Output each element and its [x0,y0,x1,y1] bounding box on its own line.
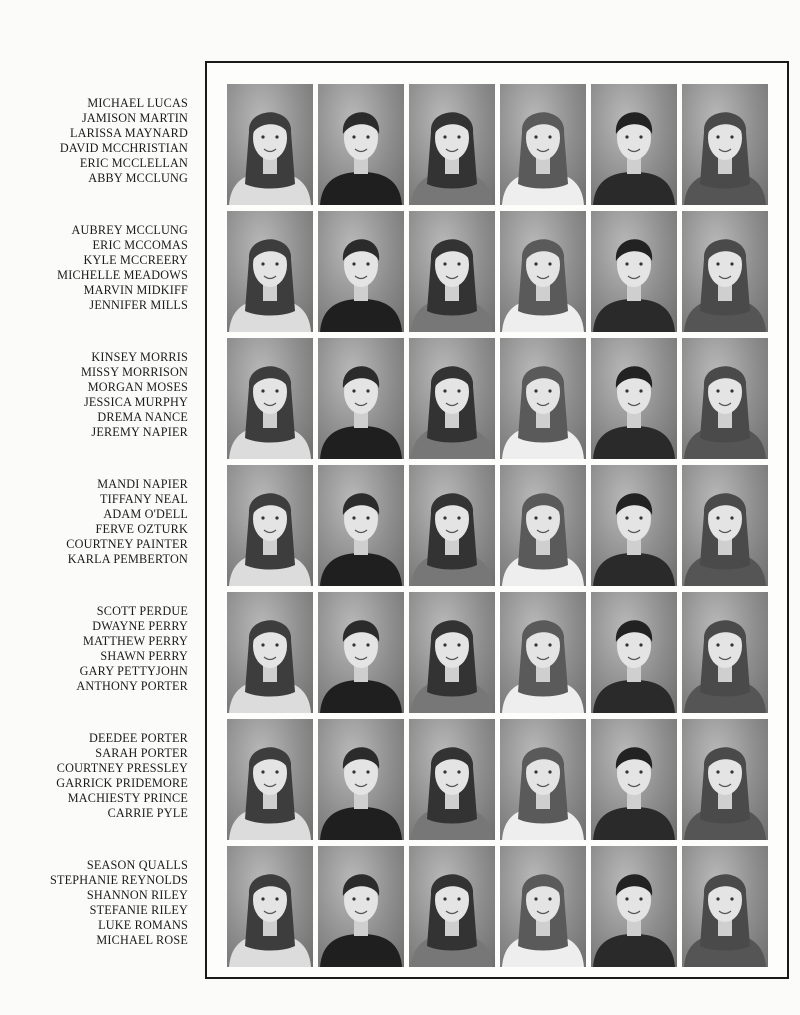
portrait-eye [457,770,460,773]
student-photo [500,719,586,840]
portrait-eye [366,389,369,392]
student-photo [227,211,313,332]
portrait-shirt [593,172,675,205]
portrait-figure [227,84,313,205]
student-photo [500,211,586,332]
portrait-eye [457,262,460,265]
name-group [20,350,188,441]
photo-grid-frame [205,61,789,979]
student-photo [682,719,768,840]
portrait-eye [443,389,446,392]
portrait-figure [682,592,768,713]
portrait-eye [275,516,278,519]
portrait-shirt [320,553,402,586]
portrait-eye [639,516,642,519]
portrait-figure [591,719,677,840]
portrait-shirt [320,680,402,713]
student-name: DAVID MCCHRISTIAN [59,141,188,156]
portrait-figure [409,592,495,713]
student-photo [318,338,404,459]
student-photo [409,592,495,713]
portrait-shirt [593,680,675,713]
student-photo [591,592,677,713]
portrait-eye [352,516,355,519]
student-name: COURTNEY PAINTER [66,537,188,552]
portrait-figure [409,211,495,332]
portrait-eye [716,643,719,646]
portrait-eye [639,897,642,900]
portrait-eye [625,770,628,773]
portrait-eye [261,389,264,392]
portrait-eye [534,770,537,773]
name-group [20,477,188,568]
portrait-eye [639,262,642,265]
portrait-eye [716,897,719,900]
student-name: ERIC MCCLELLAN [79,156,188,171]
portrait-eye [548,135,551,138]
student-photo [227,592,313,713]
student-name: GARRICK PRIDEMORE [56,776,188,791]
portrait-eye [366,262,369,265]
student-name: JESSICA MURPHY [83,395,188,410]
portrait-eye [261,516,264,519]
portrait-eye [716,770,719,773]
portrait-figure [591,211,677,332]
student-name: LUKE ROMANS [98,918,188,933]
student-photo [682,211,768,332]
student-photo [227,719,313,840]
student-name: SHAWN PERRY [100,649,188,664]
portrait-figure [318,211,404,332]
portrait-figure [500,846,586,967]
student-name: AUBREY MCCLUNG [71,223,188,237]
portrait-figure [500,338,586,459]
portrait-eye [730,643,733,646]
name-group [20,604,188,695]
name-group [20,731,188,822]
student-name: GARY PETTYJOHN [79,664,188,679]
portrait-figure [591,338,677,459]
portrait-figure [682,211,768,332]
student-name: CARRIE PYLE [107,806,188,821]
portrait-eye [716,389,719,392]
portrait-eye [639,389,642,392]
student-photo [227,465,313,586]
portrait-eye [275,135,278,138]
student-name: LARISSA MAYNARD [69,126,188,141]
student-name: SARAH PORTER [95,746,188,761]
portrait-eye [261,135,264,138]
student-name: STEFANIE RILEY [89,903,188,918]
portrait-shirt [320,934,402,967]
portrait-shirt [593,426,675,459]
portrait-figure [318,465,404,586]
student-photo [318,465,404,586]
student-name: SEASON QUALLS [86,858,188,872]
portrait-figure [318,719,404,840]
portrait-eye [730,897,733,900]
portrait-eye [730,770,733,773]
student-name: SCOTT PERDUE [96,604,188,618]
student-name: JEREMY NAPIER [91,425,188,440]
portrait-figure [409,465,495,586]
name-group [20,858,188,949]
portrait-eye [275,643,278,646]
student-name: MANDI NAPIER [97,477,188,491]
portrait-eye [275,770,278,773]
portrait-eye [366,897,369,900]
student-photo [409,84,495,205]
portrait-shirt [593,299,675,332]
portrait-eye [352,262,355,265]
student-name: ABBY MCCLUNG [88,171,188,186]
portrait-shirt [320,299,402,332]
portrait-eye [534,262,537,265]
student-photo [318,592,404,713]
portrait-eye [352,643,355,646]
student-photo [227,846,313,967]
portrait-figure [318,592,404,713]
student-name: ANTHONY PORTER [76,679,188,694]
portrait-figure [318,846,404,967]
portrait-figure [318,84,404,205]
student-photo [409,719,495,840]
portrait-figure [227,211,313,332]
portrait-eye [639,135,642,138]
portrait-eye [625,643,628,646]
portrait-eye [261,897,264,900]
portrait-eye [548,262,551,265]
student-photo [227,84,313,205]
student-photo [591,719,677,840]
portrait-eye [639,770,642,773]
portrait-eye [352,897,355,900]
portrait-eye [352,135,355,138]
portrait-shirt [593,934,675,967]
student-photo [318,846,404,967]
student-photo [591,846,677,967]
student-photo [409,846,495,967]
student-name: KINSEY MORRIS [91,350,188,364]
portrait-eye [366,135,369,138]
student-name: KYLE MCCREERY [83,253,188,268]
portrait-eye [716,262,719,265]
portrait-eye [275,897,278,900]
portrait-shirt [320,172,402,205]
student-photo [682,465,768,586]
student-name: ADAM O'DELL [103,507,188,522]
portrait-eye [625,516,628,519]
portrait-figure [409,719,495,840]
portrait-eye [352,770,355,773]
portrait-figure [227,338,313,459]
portrait-eye [548,770,551,773]
portrait-eye [457,516,460,519]
portrait-eye [457,135,460,138]
portrait-figure [500,592,586,713]
portrait-figure [409,338,495,459]
student-name: MARVIN MIDKIFF [83,283,188,298]
student-photo [682,84,768,205]
student-name: SHANNON RILEY [86,888,188,903]
portrait-figure [682,465,768,586]
portrait-eye [352,389,355,392]
student-name: DREMA NANCE [97,410,188,425]
student-name: MORGAN MOSES [87,380,188,395]
portrait-figure [682,338,768,459]
portrait-figure [591,465,677,586]
portrait-eye [443,770,446,773]
portrait-eye [275,389,278,392]
portrait-eye [443,643,446,646]
portrait-figure [227,592,313,713]
student-name: COURTNEY PRESSLEY [56,761,188,776]
portrait-eye [261,643,264,646]
student-photo [409,211,495,332]
student-name: TIFFANY NEAL [99,492,188,507]
portrait-eye [548,516,551,519]
student-name: ERIC MCCOMAS [92,238,188,253]
student-name: MICHELLE MEADOWS [57,268,188,283]
portrait-shirt [593,807,675,840]
student-photo [591,84,677,205]
portrait-eye [548,389,551,392]
student-name: MATTHEW PERRY [83,634,188,649]
student-name: MICHAEL ROSE [96,933,188,948]
portrait-eye [730,389,733,392]
student-photo [500,465,586,586]
portrait-shirt [593,553,675,586]
portrait-eye [275,262,278,265]
student-name: DWAYNE PERRY [92,619,188,634]
student-photo [227,338,313,459]
portrait-eye [639,643,642,646]
portrait-eye [534,643,537,646]
portrait-eye [548,643,551,646]
portrait-figure [682,84,768,205]
student-photo [682,846,768,967]
portrait-eye [261,770,264,773]
portrait-figure [227,719,313,840]
portrait-figure [591,84,677,205]
student-name: DEEDEE PORTER [88,731,188,745]
portrait-eye [261,262,264,265]
portrait-eye [443,262,446,265]
student-name: KARLA PEMBERTON [67,552,188,567]
portrait-eye [730,516,733,519]
portrait-figure [591,592,677,713]
portrait-figure [500,719,586,840]
student-photo [500,592,586,713]
portrait-eye [366,643,369,646]
student-photo [591,465,677,586]
student-name: STEPHANIE REYNOLDS [49,873,188,888]
portrait-eye [625,135,628,138]
student-photo [318,84,404,205]
portrait-eye [457,643,460,646]
student-name: MACHIESTY PRINCE [67,791,188,806]
portrait-shirt [320,426,402,459]
portrait-eye [366,516,369,519]
student-name: FERVE OZTURK [95,522,188,537]
portrait-eye [625,389,628,392]
portrait-eye [730,262,733,265]
portrait-figure [682,846,768,967]
student-photo [409,465,495,586]
portrait-shirt [320,807,402,840]
portrait-eye [443,135,446,138]
student-photo [591,338,677,459]
portrait-figure [500,84,586,205]
student-photo [500,338,586,459]
portrait-figure [591,846,677,967]
student-photo [682,592,768,713]
portrait-eye [534,897,537,900]
portrait-figure [227,846,313,967]
portrait-eye [443,516,446,519]
portrait-figure [409,846,495,967]
student-name: JENNIFER MILLS [89,298,188,313]
portrait-figure [227,465,313,586]
portrait-eye [443,897,446,900]
student-name: MISSY MORRISON [81,365,188,380]
portrait-figure [682,719,768,840]
portrait-eye [534,516,537,519]
student-photo [318,719,404,840]
student-photo [318,211,404,332]
student-photo [500,84,586,205]
student-photo [500,846,586,967]
portrait-eye [625,897,628,900]
portrait-eye [457,389,460,392]
portrait-eye [716,516,719,519]
name-group [20,223,188,314]
portrait-figure [409,84,495,205]
portrait-eye [716,135,719,138]
portrait-eye [625,262,628,265]
portrait-eye [534,135,537,138]
portrait-figure [500,465,586,586]
portrait-eye [730,135,733,138]
portrait-figure [500,211,586,332]
name-group [20,96,188,187]
portrait-eye [457,897,460,900]
portrait-figure [318,338,404,459]
student-name: JAMISON MARTIN [81,111,188,126]
portrait-eye [548,897,551,900]
student-name: MICHAEL LUCAS [87,96,188,110]
student-photo [409,338,495,459]
portrait-eye [366,770,369,773]
portrait-eye [534,389,537,392]
student-photo [591,211,677,332]
student-photo [682,338,768,459]
